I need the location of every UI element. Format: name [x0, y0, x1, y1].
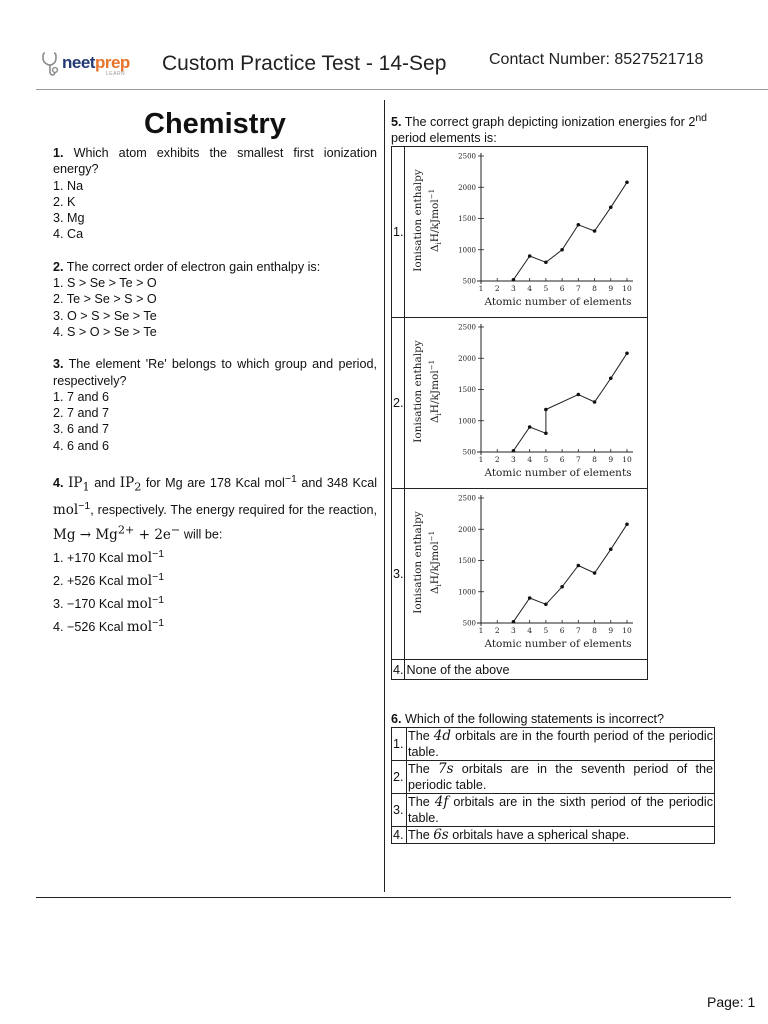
data-point [527, 254, 531, 258]
data-point [625, 180, 629, 184]
y-tick-label: 1000 [457, 246, 476, 255]
data-point [511, 278, 515, 282]
y-axis-label: Ionisation enthalpy [411, 169, 424, 272]
y-tick-label: 1500 [457, 557, 476, 565]
data-point [592, 229, 596, 233]
question-2-stem: 2. The correct order of electron gain enthalpy is: [53, 259, 321, 274]
data-point [608, 547, 612, 551]
x-tick-label: 3 [510, 284, 516, 293]
option-text: None of the above [404, 660, 647, 680]
x-tick-label: 4 [526, 626, 532, 635]
option-number: 2. [392, 318, 405, 489]
data-point [608, 205, 612, 209]
data-point [576, 223, 580, 227]
y-axis-label: Ionisation enthalpy [411, 511, 424, 614]
y-tick-label: 2000 [457, 354, 476, 363]
data-line [513, 524, 627, 622]
y-tick-label: 1000 [457, 588, 476, 597]
option-text: The 7s orbitals are in the seventh period of the periodic table. [408, 761, 713, 792]
question-2 [53, 259, 377, 340]
x-axis-label: Atomic number of elements [483, 638, 632, 650]
option-text: The 6s orbitals have a spherical shape. [407, 827, 715, 844]
option-number: 1. [392, 728, 407, 761]
x-tick-label: 9 [607, 455, 613, 464]
question-1-option: 4. Ca [53, 227, 84, 242]
data-point [625, 351, 629, 355]
x-tick-label: 7 [575, 626, 581, 635]
footer-divider [36, 897, 731, 898]
x-tick-label: 2 [494, 284, 500, 293]
option-row [392, 147, 648, 318]
x-tick-label: 3 [510, 626, 516, 635]
question-3-option: 4. 6 and 6 [53, 438, 110, 453]
option-text: The 4d orbitals are in the fourth period of the periodic table. [408, 728, 713, 759]
x-tick-label: 8 [591, 455, 597, 464]
test-title: Custom Practice Test - 14-Sep [162, 52, 447, 75]
y-tick-label: 2500 [457, 152, 476, 161]
data-point [544, 260, 548, 264]
y-tick-label: 500 [462, 448, 476, 457]
option-number: 1. [392, 147, 405, 318]
subject-heading: Chemistry [144, 108, 286, 140]
question-2-option: 3. O > S > Se > Te [53, 308, 157, 323]
x-tick-label: 5 [543, 626, 548, 635]
data-point [576, 393, 580, 397]
logo-wordmark: neetprep [62, 53, 130, 72]
option-number: 4. [392, 827, 407, 844]
x-tick-label: 1 [478, 455, 483, 464]
graph-cell [404, 489, 647, 660]
data-point [608, 376, 612, 380]
y-axis-unit-label: $\Delta_iH/kJmol^{-1}$ [427, 188, 443, 253]
question-5-stem: 5. The correct graph depicting ionization energies for 2nd period elements is: [391, 112, 708, 146]
question-3-option: 1. 7 and 6 [53, 389, 110, 404]
question-1-stem: 1. Which atom exhibits the smallest first ionization energy? [53, 146, 378, 177]
x-axis-label: Atomic number of elements [483, 296, 632, 308]
x-tick-label: 8 [591, 626, 597, 635]
question-4 [53, 470, 377, 637]
question-3 [53, 356, 377, 454]
ionization-graph [405, 318, 647, 488]
option-number: 4. [392, 660, 405, 680]
data-point [527, 596, 531, 600]
x-tick-label: 1 [478, 626, 483, 635]
graph-cell [404, 147, 647, 318]
x-tick-label: 7 [575, 455, 581, 464]
y-tick-label: 2000 [457, 525, 476, 534]
option-number: 2. [392, 761, 407, 794]
y-tick-label: 2000 [457, 183, 476, 192]
y-axis-unit-label: $\Delta_iH/kJmol^{-1}$ [427, 530, 443, 595]
ionization-graph [405, 147, 647, 317]
x-tick-label: 2 [494, 626, 500, 635]
question-1 [53, 145, 377, 243]
option-row [392, 660, 648, 680]
question-1-option: 2. K [53, 194, 76, 209]
y-tick-label: 2500 [457, 494, 476, 503]
x-tick-label: 5 [543, 455, 548, 464]
x-tick-label: 3 [510, 455, 516, 464]
question-4-option: 4. −526 Kcal mol$^{-1}$ [53, 617, 165, 636]
x-tick-label: 4 [526, 455, 532, 464]
data-point [592, 400, 596, 404]
y-tick-label: 1500 [457, 386, 476, 394]
question-2-option: 1. S > Se > Te > O [53, 276, 157, 291]
left-column [53, 145, 377, 653]
x-tick-label: 5 [543, 284, 548, 293]
data-point [544, 408, 548, 412]
option-row [392, 794, 715, 827]
option-row [392, 827, 715, 844]
question-3-option: 2. 7 and 7 [53, 406, 110, 421]
x-tick-label: 6 [559, 626, 565, 635]
x-tick-label: 4 [526, 284, 532, 293]
data-point [576, 564, 580, 568]
x-tick-label: 10 [621, 626, 632, 635]
data-point [511, 449, 515, 453]
y-tick-label: 500 [462, 277, 476, 286]
data-point [544, 602, 548, 606]
x-tick-label: 9 [607, 626, 613, 635]
neetprep-logo [40, 50, 145, 80]
x-tick-label: 8 [591, 284, 597, 293]
y-tick-label: 1000 [457, 417, 476, 426]
option-row [392, 761, 715, 794]
graph-cell [404, 318, 647, 489]
question-6-options-table [391, 727, 715, 844]
question-3-option: 3. 6 and 7 [53, 422, 110, 437]
x-tick-label: 6 [559, 284, 565, 293]
data-point [592, 571, 596, 575]
x-tick-label: 2 [494, 455, 500, 464]
question-1-option: 3. Mg [53, 211, 85, 226]
column-divider [384, 100, 385, 892]
option-row [392, 728, 715, 761]
option-row [392, 318, 648, 489]
question-6-stem: 6. Which of the following statements is incorrect? [391, 712, 664, 726]
y-tick-label: 500 [462, 619, 476, 628]
y-tick-label: 1500 [457, 215, 476, 223]
stethoscope-icon [40, 50, 62, 80]
x-tick-label: 1 [478, 284, 483, 293]
data-point [560, 585, 564, 589]
logo-tagline: LEARN [106, 71, 126, 77]
y-axis-label: Ionisation enthalpy [411, 340, 424, 443]
data-point [527, 425, 531, 429]
question-2-option: 2. Te > Se > S > O [53, 292, 157, 307]
data-point [625, 522, 629, 526]
question-4-stem: 4. $IP_1$ and $IP_2$ for Mg are 178 Kcal mol$^{-1}$ and 348 Kcal mol$^{-1}$, respectively. The energy required for the reaction, $Mg \to Mg^{2+} + 2e^-$ will be: [53, 473, 377, 543]
option-number: 3. [392, 794, 407, 827]
x-tick-label: 10 [621, 455, 632, 464]
question-4-option: 3. −170 Kcal mol$^{-1}$ [53, 593, 165, 613]
x-tick-label: 6 [559, 455, 565, 464]
page-number: Page: 1 [707, 994, 756, 1010]
data-line [513, 353, 627, 451]
header-divider [36, 89, 768, 90]
question-4-option: 2. +526 Kcal mol$^{-1}$ [53, 570, 165, 589]
x-axis-label: Atomic number of elements [483, 467, 632, 479]
option-text: The 4f orbitals are in the sixth period of the periodic table. [408, 794, 713, 825]
x-tick-label: 10 [621, 284, 632, 293]
data-point [560, 248, 564, 252]
ionization-graph [405, 489, 647, 659]
question-4-option: 1. +170 Kcal mol$^{-1}$ [53, 547, 165, 566]
y-tick-label: 2500 [457, 323, 476, 332]
option-row [392, 489, 648, 660]
data-point [544, 431, 548, 435]
data-point [511, 620, 515, 624]
contact-number: Contact Number: 8527521718 [489, 51, 704, 68]
question-3-stem: 3. The element 'Re' belongs to which group and period, respectively? [53, 357, 377, 388]
x-tick-label: 7 [575, 284, 581, 293]
x-tick-label: 9 [607, 284, 613, 293]
question-5-options-table [391, 146, 648, 680]
question-1-option: 1. Na [53, 178, 84, 193]
data-line [513, 182, 627, 279]
option-number: 3. [392, 489, 405, 660]
y-axis-unit-label: $\Delta_iH/kJmol^{-1}$ [427, 359, 443, 424]
question-2-option: 4. S > O > Se > Te [53, 324, 157, 339]
